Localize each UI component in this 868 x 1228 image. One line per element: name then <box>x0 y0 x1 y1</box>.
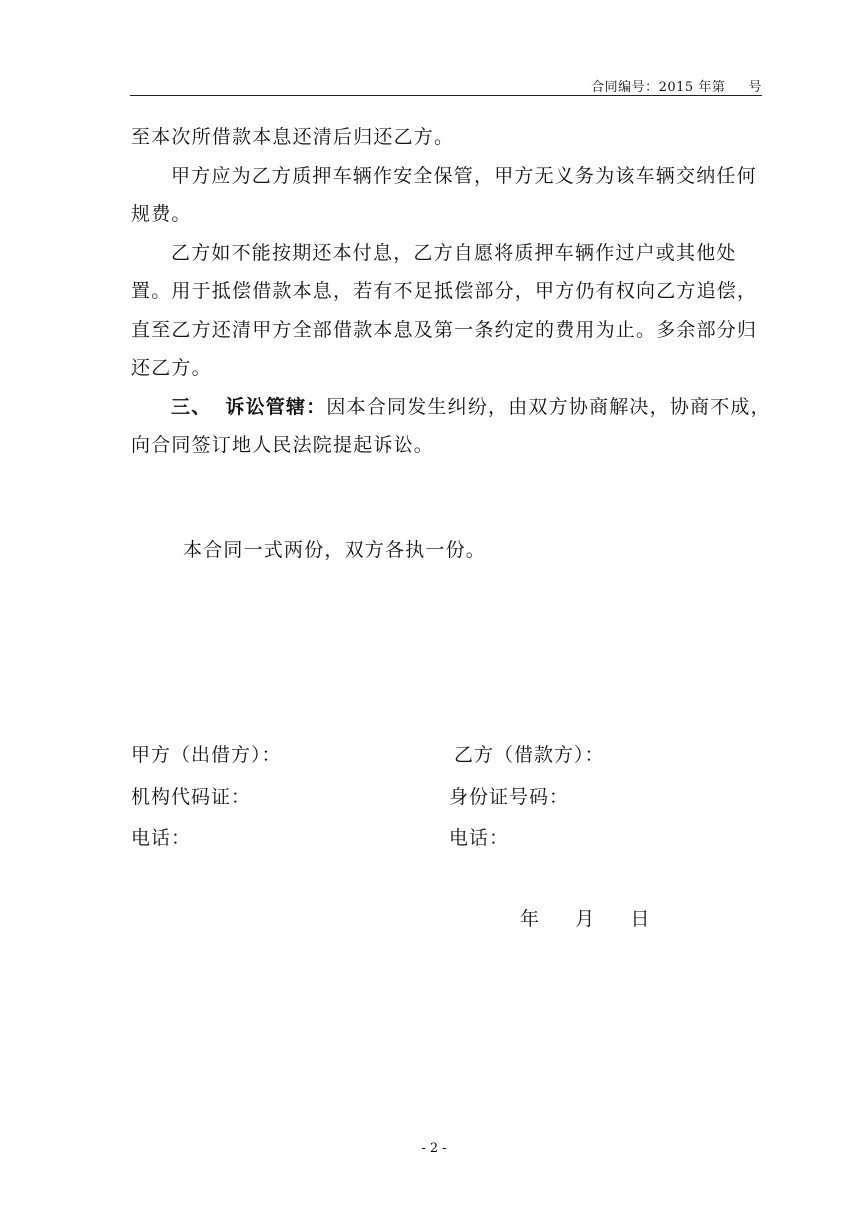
section-number: 三、 <box>171 395 212 418</box>
paragraph-default-disposal: 乙方如不能按期还本付息，乙方自愿将质押车辆作过户或其他处置。用于抵偿借款本息，若有不足抵偿部分，甲方仍有权向乙方追偿，直至乙方还清甲方全部借款本息及第一条约定的费用为止。多余部分归还乙方。 <box>131 241 758 379</box>
party-b-phone-label: 电话： <box>449 827 510 849</box>
contract-body <box>131 118 771 465</box>
party-a-phone-label: 电话： <box>131 827 192 849</box>
paragraph-custody: 甲方应为乙方质押车辆作安全保管，甲方无义务为该车辆交纳任何规费。 <box>131 164 757 225</box>
party-a-label: 甲方（出借方）： <box>131 744 282 766</box>
paragraph-copies: 本合同一式两份，双方各执一份。 <box>183 539 487 561</box>
org-code-label: 机构代码证： <box>131 786 252 808</box>
signing-date: 年 月 日 <box>520 908 650 930</box>
section-body: 因本合同发生纠纷，由双方协商解决，协商不成，向合同签订地人民法院提起诉讼。 <box>131 395 771 456</box>
party-b-label: 乙方（借款方）： <box>454 744 605 766</box>
paragraph-return-vehicle: 至本次所借款本息还清后归还乙方。 <box>131 126 455 148</box>
header-divider <box>130 95 762 96</box>
contract-number-header: 合同编号：2015 年第 号 <box>591 80 762 95</box>
section-jurisdiction <box>131 388 771 465</box>
id-number-label: 身份证号码： <box>449 786 570 808</box>
page-number: - 2 - <box>421 1141 447 1156</box>
section-title: 诉讼管辖： <box>225 395 327 418</box>
